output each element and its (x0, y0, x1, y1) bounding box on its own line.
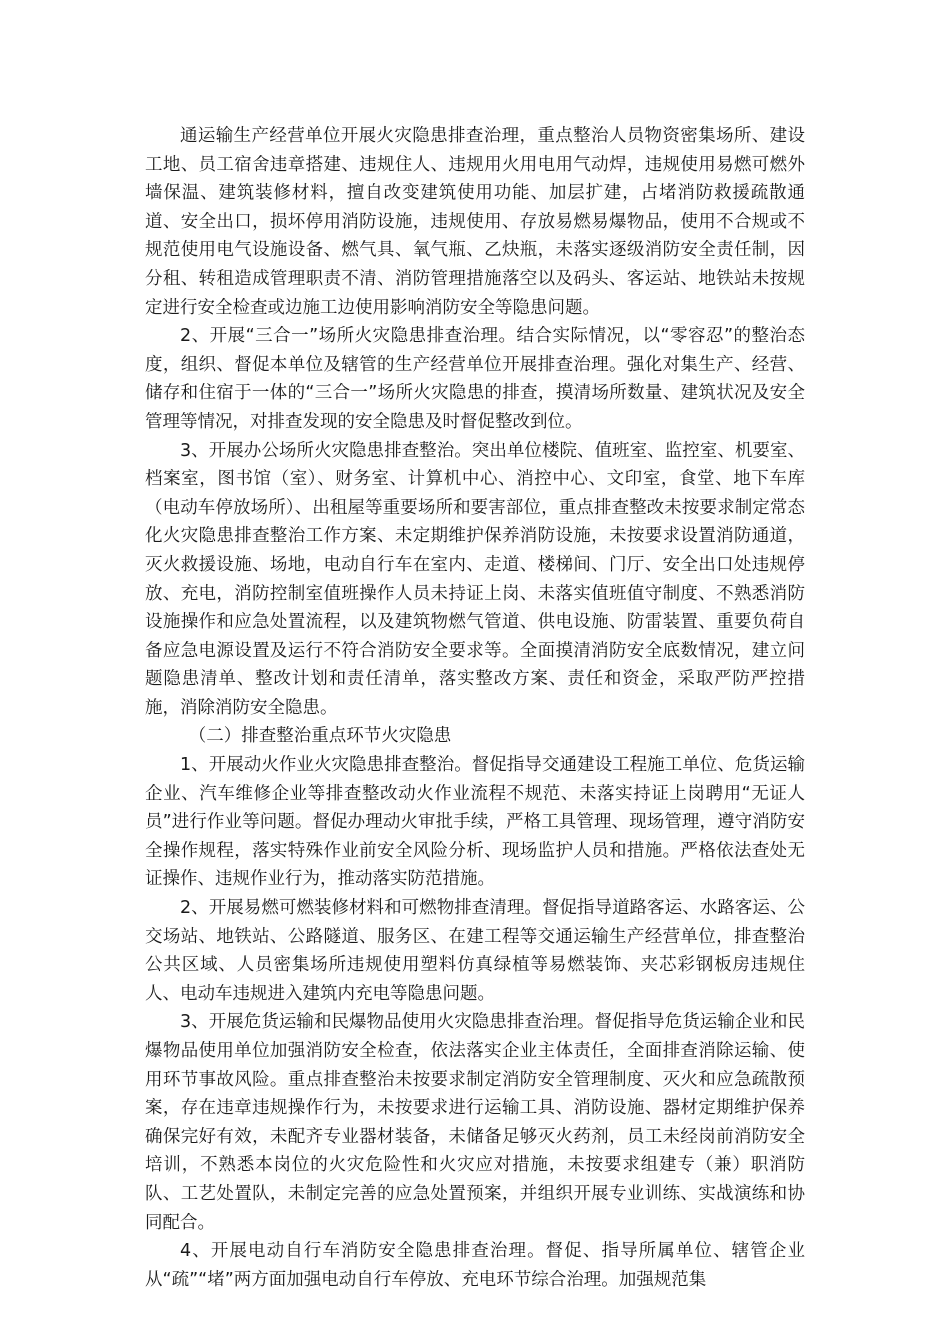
document-body (145, 122, 805, 1294)
section-heading: （二）排查整治重点环节火灾隐患 (188, 726, 452, 747)
paragraph-continuation: 通运输生产经营单位开展火灾隐患排查治理，重点整治人员物资密集场所、建设工地、员工宿舍违章搭建、违规住人、违规用火用电用气动焊，违规使用易燃可燃外墙保温、建筑装修材料，擅自改变建筑使用功能、加层扩建，占堵消防救援疏散通道、安全出口，损坏停用消防设施，违规使用、存放易燃易爆物品，使用不合规或不规范使用电气设施设备、燃气具、氧气瓶、乙炔瓶，未落实逐级消防安全责任制，因分租、转租造成管理职责不清、消防管理措施落空以及码头、客运站、地铁站未按规定进行安全检查或边施工边使用影响消防安全等隐患问题。 (145, 126, 805, 318)
paragraph-item-4-ebike: 4、开展电动自行车消防安全隐患排查治理。督促、指导所属单位、辖管企业从“疏”“堵”两方面加强电动自行车停放、充电环节综合治理。加强规范集 (145, 1241, 805, 1290)
paragraph-item-2-materials: 2、开展易燃可燃装修材料和可燃物排查清理。督促指导道路客运、水路客运、公交场站、地铁站、公路隧道、服务区、在建工程等交通运输生产经营单位，排查整治公共区域、人员密集场所违规使用塑料仿真绿植等易燃装饰、夹芯彩钢板房违规住人、电动车违规进入建筑内充电等隐患问题。 (145, 898, 805, 1004)
paragraph-item-2-sanheyi: 2、开展“三合一”场所火灾隐患排查治理。结合实际情况，以“零容忍”的整治态度，组织、督促本单位及辖管的生产经营单位开展排查治理。强化对集生产、经营、储存和住宿于一体的“三合一”场所火灾隐患的排查，摸清场所数量、建筑状况及安全管理等情况，对排查发现的安全隐患及时督促整改到位。 (145, 326, 805, 432)
paragraph-item-3-hazmat: 3、开展危货运输和民爆物品使用火灾隐患排查治理。督促指导危货运输企业和民爆物品使用单位加强消防安全检查，依法落实企业主体责任，全面排查消除运输、使用环节事故风险。重点排查整治未按要求制定消防安全管理制度、灭火和应急疏散预案，存在违章违规操作行为，未按要求进行运输工具、消防设施、器材定期维护保养确保完好有效，未配齐专业器材装备，未储备足够灭火药剂，员工未经岗前消防安全培训，不熟悉本岗位的火灾危险性和火灾应对措施，未按要求组建专（兼）职消防队、工艺处置队，未制定完善的应急处置预案，并组织开展专业训练、实战演练和协同配合。 (145, 1012, 805, 1233)
paragraph-item-1-hotwork: 1、开展动火作业火灾隐患排查整治。督促指导交通建设工程施工单位、危货运输企业、汽车维修企业等排查整改动火作业流程不规范、未落实持证上岗聘用“无证人员”进行作业等问题。督促办理动火审批手续，严格工具管理、现场管理，遵守消防安全操作规程，落实特殊作业前安全风险分析、现场监护人员和措施。严格依法查处无证操作、违规作业行为，推动落实防范措施。 (145, 755, 805, 890)
paragraph-item-3-office: 3、开展办公场所火灾隐患排查整治。突出单位楼院、值班室、监控室、机要室、档案室，图书馆（室）、财务室、计算机中心、消控中心、文印室，食堂、地下车库（电动车停放场所）、出租屋等重要场所和要害部位，重点排查整改未按要求制定常态化火灾隐患排查整治工作方案、未定期维护保养消防设施，未按要求设置消防通道，灭火救援设施、场地，电动自行车在室内、走道、楼梯间、门厅、安全出口处违规停放、充电，消防控制室值班操作人员未持证上岗、未落实值班值守制度、不熟悉消防设施操作和应急处置流程，以及建筑物燃气管道、供电设施、防雷装置、重要负荷自备应急电源设置及运行不符合消防安全要求等。全面摸清消防安全底数情况，建立问题隐患清单、整改计划和责任清单，落实整改方案、责任和资金，采取严防严控措施，消除消防安全隐患。 (145, 440, 805, 718)
